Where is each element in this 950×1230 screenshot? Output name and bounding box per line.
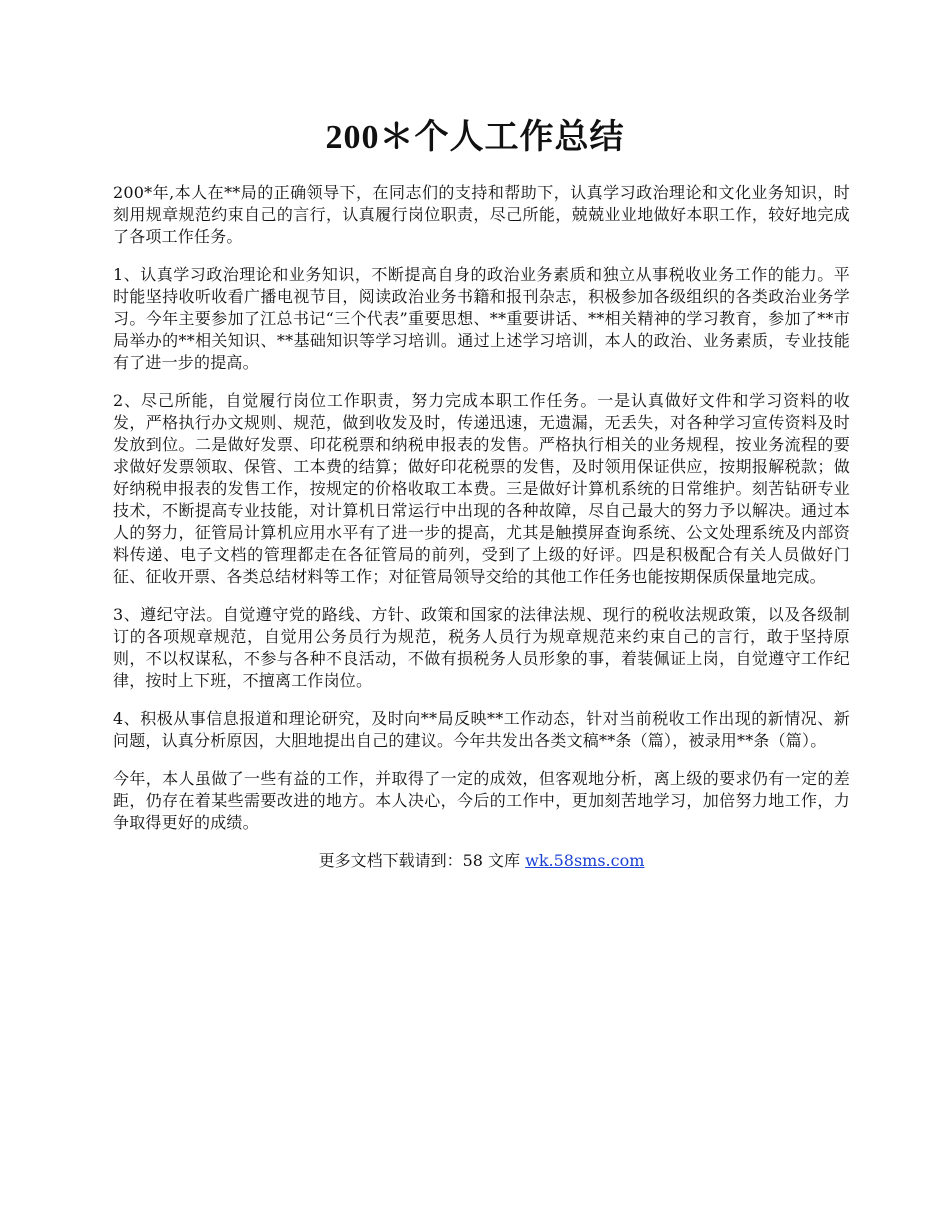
footer-text: 更多文档下载请到：58 文库	[318, 851, 526, 870]
download-footer	[113, 850, 850, 872]
paragraph-duties: 2、尽己所能，自觉履行岗位工作职责，努力完成本职工作任务。一是认真做好文件和学习资料的收发，严格执行办文规则、规范，做到收发及时，传递迅速，无遗漏，无丢失，对各种学习宣传资料及时发放到位。二是做好发票、印花税票和纳税申报表的发售。严格执行相关的业务规程，按业务流程的要求做好发票领取、保管、工本费的结算；做好印花税票的发售，及时领用保证供应，按期报解税款；做好纳税申报表的发售工作，按规定的价格收取工本费。三是做好计算机系统的日常维护。刻苦钻研专业技术，不断提高专业技能，对计算机日常运行中出现的各种故障，尽自己最大的努力予以解决。通过本人的努力，征管局计算机应用水平有了进一步的提高，尤其是触摸屏查询系统、公文处理系统及内部资料传递、电子文档的管理都走在各征管局的前列，受到了上级的好评。四是积极配合有关人员做好门征、征收开票、各类总结材料等工作；对征管局领导交给的其他工作任务也能按期保质保量地完成。	[113, 391, 850, 586]
paragraph-discipline: 3、遵纪守法。自觉遵守党的路线、方针、政策和国家的法律法规、现行的税收法规政策，以及各级制订的各项规章规范，自觉用公务员行为规范，税务人员行为规章规范来约束自己的言行，敢于坚持原则，不以权谋私，不参与各种不良活动，不做有损税务人员形象的事，着装佩证上岗，自觉遵守工作纪律，按时上下班，不擅离工作岗位。	[113, 605, 850, 690]
document-body	[113, 182, 850, 872]
paragraph-study: 1、认真学习政治理论和业务知识，不断提高自身的政治业务素质和独立从事税收业务工作的能力。平时能坚持收听收看广播电视节目，阅读政治业务书籍和报刊杂志，积极参加各级组织的各类政治业务学习。今年主要参加了江总书记“三个代表”重要思想、**重要讲话、**相关精神的学习教育，参加了**市局举办的**相关知识、**基础知识等学习培训。通过上述学习培训，本人的政治、业务素质，专业技能有了进一步的提高。	[113, 265, 850, 372]
document-title: 200＊个人工作总结	[325, 119, 625, 156]
paragraph-intro: 200*年,本人在**局的正确领导下，在同志们的支持和帮助下，认真学习政治理论和文化业务知识，时刻用规章规范约束自己的言行，认真履行岗位职责，尽己所能，兢兢业业地做好本职工作，较好地完成了各项工作任务。	[113, 183, 850, 246]
paragraph-research: 4、积极从事信息报道和理论研究，及时向**局反映**工作动态，针对当前税收工作出现的新情况、新问题，认真分析原因，大胆地提出自己的建议。今年共发出各类文稿**条（篇），被录用**条（篇）。	[113, 709, 850, 750]
paragraph-conclusion: 今年，本人虽做了一些有益的工作，并取得了一定的成效，但客观地分析，离上级的要求仍有一定的差距，仍存在着某些需要改进的地方。本人决心，今后的工作中，更加刻苦地学习，加倍努力地工作，力争取得更好的成绩。	[113, 769, 850, 832]
footer-link[interactable]: wk.58sms.com	[525, 851, 645, 870]
